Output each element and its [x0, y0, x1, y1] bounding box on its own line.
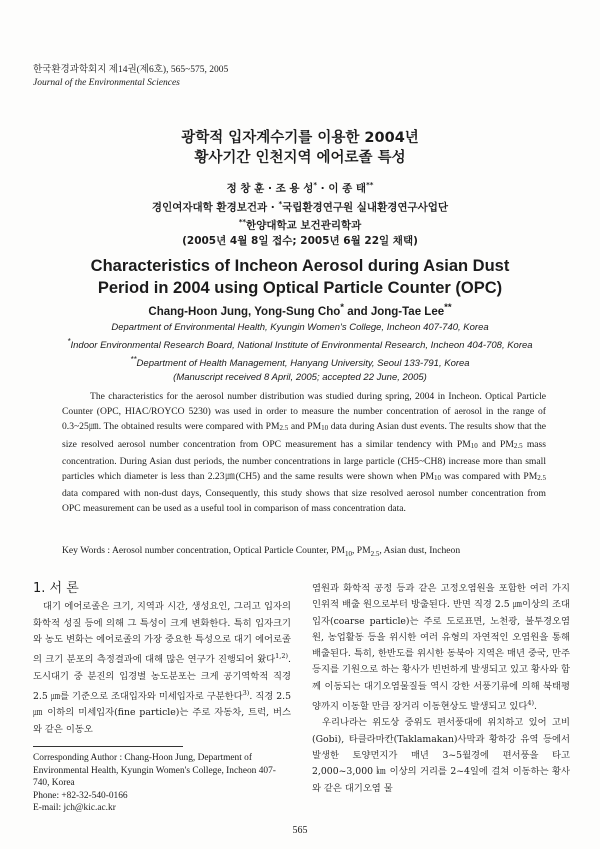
- abstract: The characteristics for the aerosol number distribution was studied during spring, 2004 in Incheon. Optical Particle Counter (OPC, HIAC/ROYCO 5230) was used in order to measure the number concentration of aerosol in the range of 0.3~25㎛. The obtained results were compared with $PM_{2.5}$ and $PM_{10}$ data during Asian dust events. The results show that the size resolved aerosol number concentration from OPC measurement has a similar tendency with $PM_{10}$ and $PM_{2.5}$ mass concentration. During Asian dust periods, the number concentrations in large particle (CH5~CH8) increase more than small particles which diameter is less than 2.23㎛(CH5) and the same results were shown when $PM_{10}$ was compared with $PM_{2.5}$ data compared with non-dust days, Consequently, this study shows that size resolved aerosol number concentration from OPC measurement can be used as a useful tool in comparison of mass concentration data.: [62, 391, 546, 515]
- section-heading: 1. 서 론: [33, 581, 79, 596]
- affiliation-1: Department of Environmental Health, Kyungin Women's College, Incheon 407-740, Korea: [111, 322, 489, 333]
- author-email: E-mail: jch@kic.ac.kr: [33, 803, 116, 813]
- author-phone: Phone: +82-32-540-0166: [33, 790, 128, 801]
- korean-affiliation-1: 경인여자대학 환경보건과 · *국립환경연구원 실내환경연구사업단: [151, 199, 449, 213]
- intro-paragraph-2: 염원과 화학적 공정 등과 같은 고정오염원을 포함한 여러 가지 인위적 배출 원으로부터 방출된다. 반면 직경 2.5 ㎛이상의 조대입자(coarse particle)는 주로 도로표면, 노천광, 불투경오염원, 농업활동 등을 위시한 여러 유형의 자연적인 오염원을 통해 배출된다. 특히, 한반도를 위시한 동북아 지역은 매년 중국, 만주 등지를 기원으로 하는 황사가 빈번하게 발생되고 있고 황사와 함께 이동되는 대기오염물질들 역시 강한 서풍기류에 의해 북태평양까지 이동할 만큼 장거리 이동현상도 발생되고 있다$^{4)}$.: [312, 583, 570, 713]
- right-column: [312, 581, 570, 797]
- affiliation-2: *Indoor Environmental Research Board, National Institute of Environmental Research, Incheon 404-708, Korea: [67, 337, 533, 352]
- manuscript-dates: (Manuscript received 8 April, 2005; accepted 22 June, 2005): [173, 372, 427, 384]
- korean-title-line-1: 광학적 입자계수기를 이용한 2004년: [181, 130, 419, 146]
- korean-authors: [0, 178, 600, 249]
- korean-title-line-2: 황사기간 인천지역 에어로졸 특성: [194, 150, 406, 166]
- korean-dates: (2005년 4월 8일 접수; 2005년 6월 22일 채택): [182, 234, 418, 247]
- journal-header: [33, 64, 228, 90]
- english-authors: Chang-Hoon Jung, Yong-Sung Cho* and Jong-Tae Lee**: [148, 302, 452, 318]
- footnote-divider: [33, 746, 183, 747]
- english-title: [0, 255, 600, 299]
- keywords: Key Words : Aerosol number concentration, Optical Particle Counter, $PM_{10}$, $PM_{2.5}$, Asian dust, Incheon: [62, 545, 461, 558]
- korean-author-names: 정 창 훈 · 조 용 성* · 이 종 태**: [226, 181, 374, 195]
- english-title-line-2: Period in 2004 using Optical Particle Counter (OPC): [97, 279, 503, 297]
- correspondence-footnote: [33, 752, 288, 815]
- korean-title: [0, 128, 600, 168]
- journal-name: Journal of the Environmental Sciences: [33, 78, 180, 88]
- corresponding-author: Corresponding Author : Chang-Hoon Jung, Department of Environmental Health, Kyungin Women's College, Incheon 407-740, Korea: [33, 753, 276, 788]
- left-column: [33, 581, 291, 738]
- intro-paragraph-3: 우리나라는 위도상 중위도 편서풍대에 위치하고 있어 고비(Gobi), 타클라마칸(Taklamakan)사막과 황하강 유역 등에서 발생한 토양먼지가 매년 3~5월경에 편서풍을 타고 2,000~3,000 ㎞ 이상의 거리를 2~4일에 걸쳐 이동하는 황사와 같은 대기오염 물: [312, 717, 570, 794]
- korean-affiliation-2: **한양대학교 보건관리학과: [238, 218, 362, 232]
- english-title-line-1: Characteristics of Incheon Aerosol during Asian Dust: [90, 257, 510, 275]
- citation-line: 한국환경과학회지 제14권(제6호), 565~575, 2005: [33, 65, 229, 75]
- english-affiliations: [0, 321, 600, 385]
- page-number: 565: [292, 825, 308, 836]
- affiliation-3: **Department of Health Management, Hanyang University, Seoul 133-791, Korea: [130, 355, 470, 370]
- intro-paragraph-1: 대기 에어로졸은 크기, 지역과 시간, 생성요인, 그리고 입자의 화학적 성질 등에 의해 그 특성이 크게 변화한다. 특히 입자크기와 농도 변화는 에어로졸의 가장 중요한 특성으로 대기 에어로졸의 크기 분포의 측정결과에 대해 많은 연구가 진행되어 왔다$^{1,2)}$. 도시대기 중 분진의 입경별 농도분포는 크게 공기역학적 직경 2.5 ㎛를 기준으로 조대입자와 미세입자로 구분한다$^{3)}$. 직경 2.5 ㎛ 이하의 미세입자(fine particle)는 주로 자동차, 트럭, 버스와 같은 이동오: [33, 601, 291, 735]
